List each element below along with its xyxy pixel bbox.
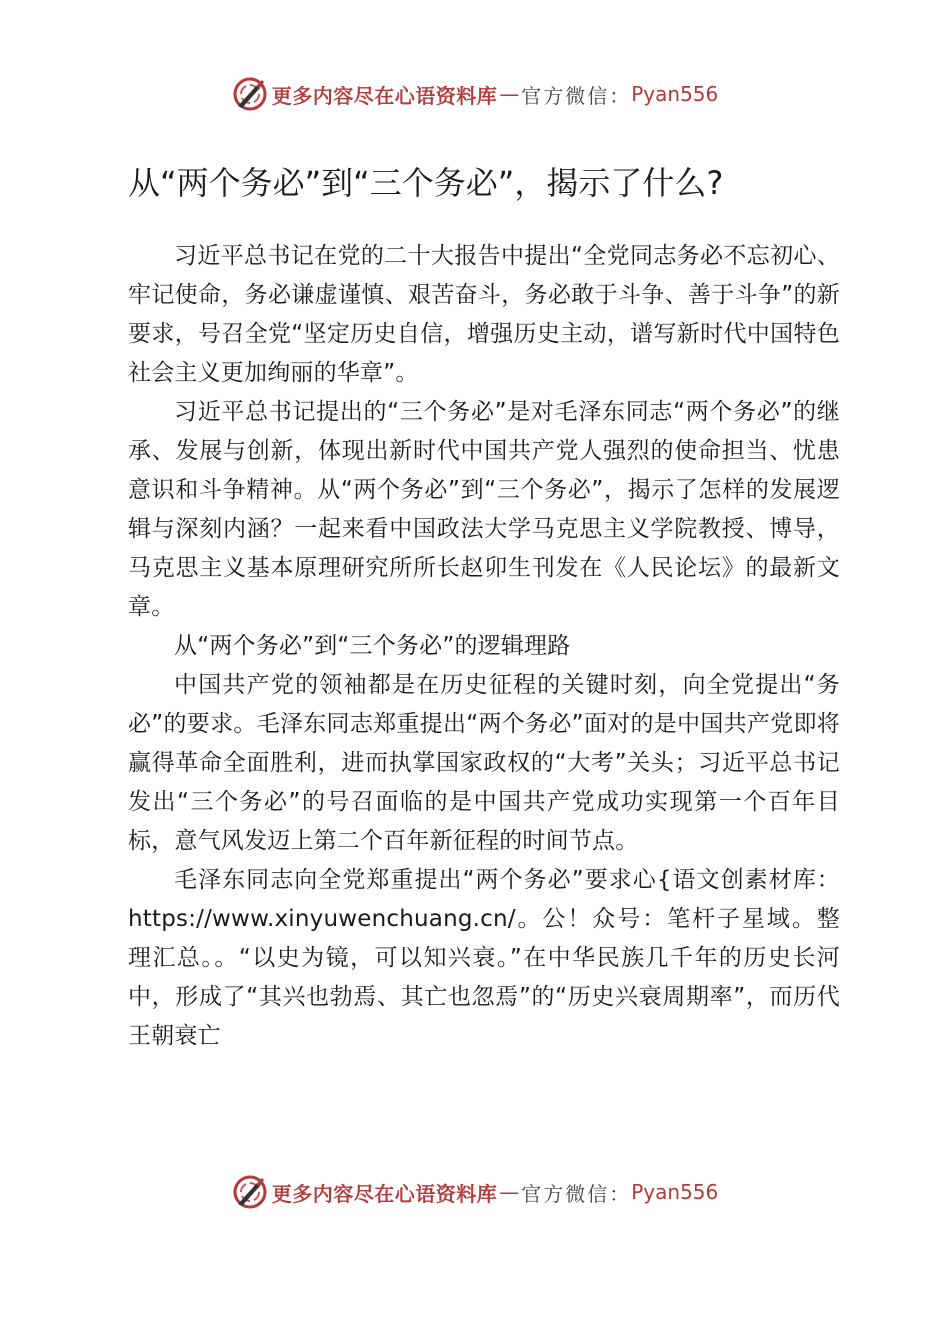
brush-seal-logo-icon: [232, 76, 268, 112]
section-heading: 从“两个务必”到“三个务必”的逻辑理路: [174, 633, 571, 659]
footer-separator: —: [499, 1180, 520, 1204]
article-body: [128, 237, 840, 1056]
paragraph: 习近平总书记在党的二十大报告中提出“全党同志务必不忘初心、牢记使命，务必谦虚谨慎、艰苦奋斗，务必敢于斗争、善于斗争”的新要求，号召全党“坚定历史自信，增强历史主动，谱写新时代中国特色社会主义更加绚丽的华章”。: [128, 243, 840, 386]
header-banner: [0, 74, 950, 114]
footer-wechat-label: 官方微信：: [521, 1181, 632, 1206]
paragraph: 中国共产党的领袖都是在历史征程的关键时刻，向全党提出“务必”的要求。毛泽东同志郑重提出“两个务必”面对的是中国共产党即将赢得革命全面胜利，进而执掌国家政权的“大考”关头；习近平总书记发出“三个务必”的号召面临的是中国共产党成功实现第一个百年目标，意气风发迈上第二个百年新征程的时间节点。: [128, 672, 840, 854]
paragraph: 习近平总书记提出的“三个务必”是对毛泽东同志“两个务必”的继承、发展与创新，体现出新时代中国共产党人强烈的使命担当、忧患意识和斗争精神。从“两个务必”到“三个务必”，揭示了怎样的发展逻辑与深刻内涵？一起来看中国政法大学马克思主义学院教授、博导，马克思主义基本原理研究所所长赵卯生刊发在《人民论坛》的最新文章。: [128, 399, 840, 620]
footer-wechat-id: Pyan556: [631, 1180, 719, 1204]
footer-banner: [0, 1172, 950, 1212]
header-separator: —: [499, 82, 520, 106]
paragraph: 毛泽东同志向全党郑重提出“两个务必”要求心{语文创素材库：https://www.xinyuwenchuang.cn/。公！众号：笔杆子星域。整理汇总。。“以史为镜，可以知兴衰。”在中华民族几千年的历史长河中，形成了“其兴也勃焉、其亡也忽焉”的“历史兴衰周期率”，而历代王朝衰亡: [128, 867, 840, 1049]
header-wechat-label: 官方微信：: [521, 83, 632, 108]
header-brand-text: 更多内容尽在心语资料库: [271, 83, 498, 108]
brush-seal-logo-icon: [232, 1174, 268, 1210]
header-wechat-id: Pyan556: [631, 82, 719, 106]
article-title: 从“两个务必”到“三个务必”，揭示了什么?: [128, 164, 724, 202]
footer-brand-text: 更多内容尽在心语资料库: [271, 1181, 498, 1206]
